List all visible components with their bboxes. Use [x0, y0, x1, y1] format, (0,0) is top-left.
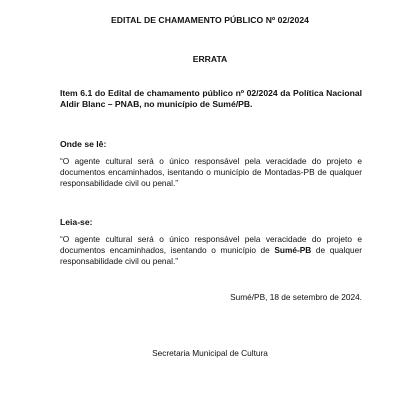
should-read-text-bold: Sumé-PB: [274, 245, 312, 255]
item-reference: Item 6.1 do Edital de chamamento público nº 02/2024 da Política Nacional Aldir Blanc – PNAB, no município de Sumé/PB.: [60, 88, 362, 109]
where-it-reads-paragraph: “O agente cultural será o único responsável pela veracidade do projeto e documentos encaminhados, isentando o município de Montadas-PB de qualquer responsabilidade civil ou penal.”: [60, 156, 362, 188]
signature-line: Secretaria Municipal de Cultura: [152, 348, 268, 358]
should-read-text-before: “O agente cultural será o único responsável pela veracidade do projeto e documentos encaminhados, isentando o município de: [60, 234, 362, 255]
errata-heading: ERRATA: [192, 54, 228, 64]
should-read-text-after: de qualquer responsabilidade civil ou penal.”: [60, 245, 362, 266]
document-title: EDITAL DE CHAMAMENTO PÚBLICO Nº 02/2024: [110, 15, 309, 25]
where-it-reads-heading: Onde se lê:: [60, 139, 107, 149]
date-line: Sumé/PB, 18 de setembro de 2024.: [230, 292, 362, 302]
should-read-paragraph: [60, 234, 362, 267]
should-read-heading: Leia-se:: [60, 217, 93, 227]
